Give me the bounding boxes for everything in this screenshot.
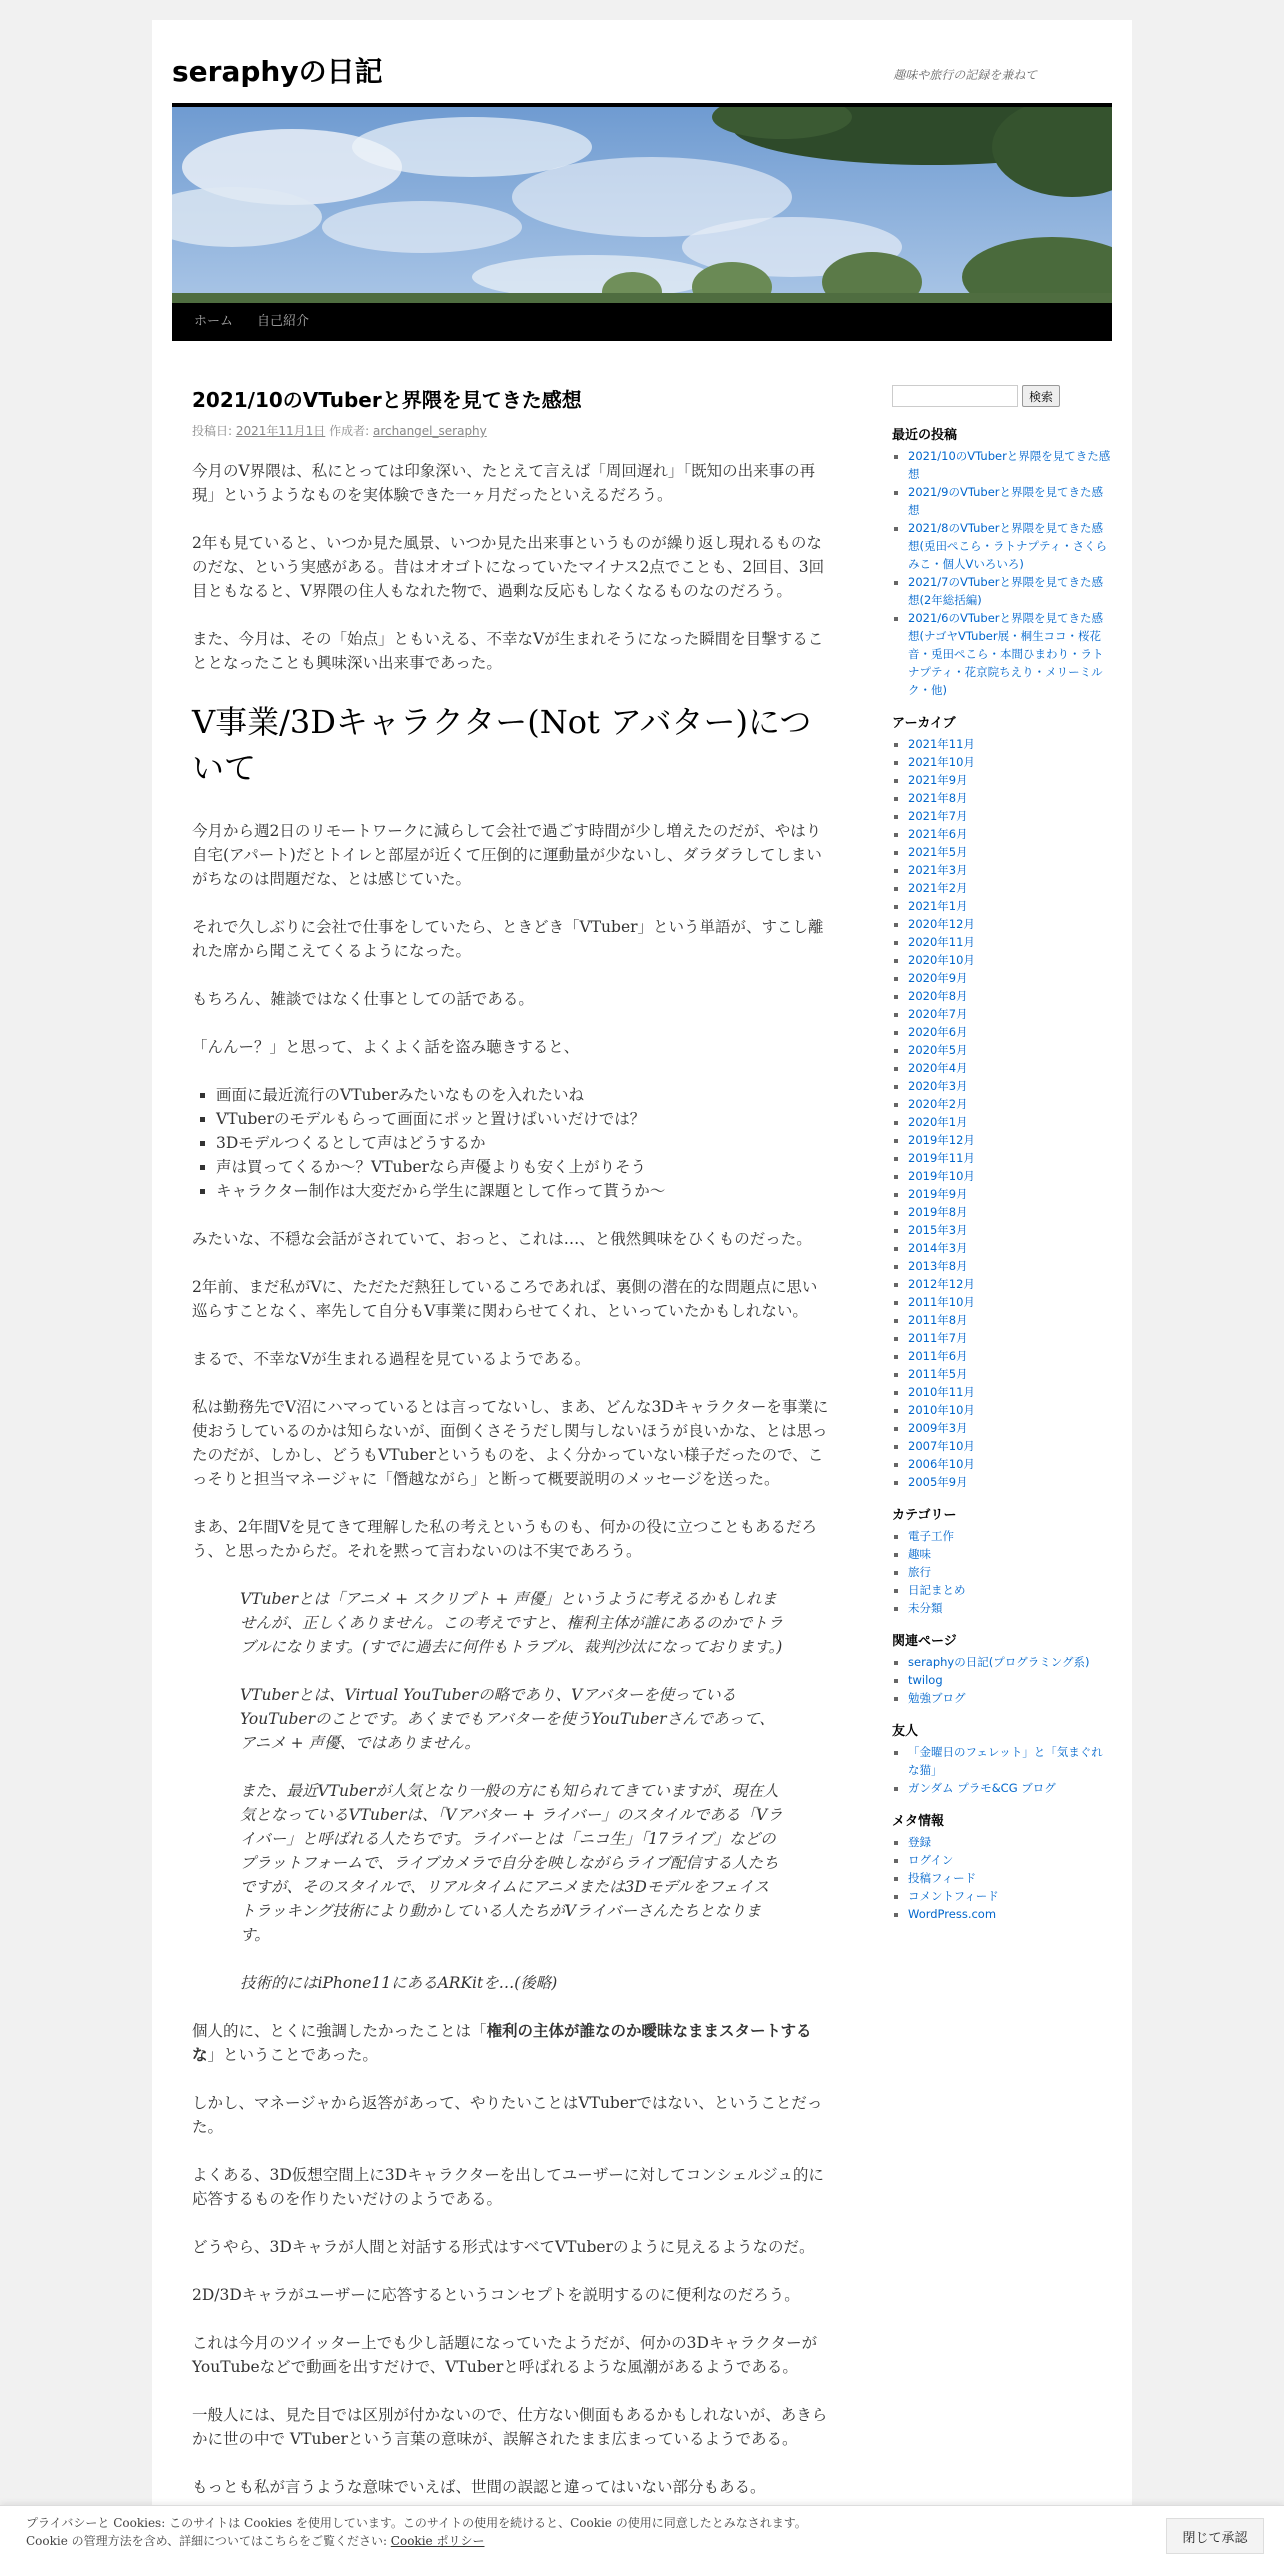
archive-item[interactable] (908, 1257, 1112, 1275)
meta-link[interactable]: ログイン (908, 1853, 954, 1867)
archive-link[interactable]: 2020年6月 (908, 1025, 968, 1039)
sky-trees-image (172, 107, 1112, 303)
archive-link[interactable]: 2021年8月 (908, 791, 968, 805)
archive-item[interactable] (908, 789, 1112, 807)
archive-item[interactable] (908, 1293, 1112, 1311)
emphasis-paragraph (192, 2019, 832, 2067)
archive-item[interactable] (908, 1005, 1112, 1023)
archive-link[interactable]: 2019年12月 (908, 1133, 975, 1147)
paragraph: 「んんー？」と思って、よくよく話を盗み聴きすると、 (192, 1038, 580, 1056)
meta-item[interactable] (908, 1869, 1112, 1887)
paragraph: 2D/3Dキャラがユーザーに応答するというコンセプトを説明するのに便利なのだろう。 (192, 2286, 800, 2304)
recent-post-link[interactable]: 2021/8のVTuberと界隈を見てきた感想(兎田ぺこら・ラトナプティ・さくらみこ・個人Vいろいろ) (908, 521, 1108, 571)
archive-item[interactable] (908, 825, 1112, 843)
cookie-banner (0, 2505, 1284, 2568)
archive-link[interactable]: 2011年5月 (908, 1367, 968, 1381)
recent-post-item[interactable] (908, 573, 1112, 609)
archive-link[interactable]: 2006年10月 (908, 1457, 975, 1471)
search-button[interactable]: 検索 (1022, 385, 1060, 407)
archive-link[interactable]: 2014年3月 (908, 1241, 968, 1255)
archive-item[interactable] (908, 1473, 1112, 1491)
archive-item[interactable] (908, 807, 1112, 825)
archive-item[interactable] (908, 1329, 1112, 1347)
cookie-line-2-text: Cookie の管理方法を含め、詳細についてはこちらをご覧ください: (26, 2534, 391, 2548)
archive-link[interactable]: 2021年6月 (908, 827, 968, 841)
archive-item[interactable] (908, 1311, 1112, 1329)
paragraph: それで久しぶりに会社で仕事をしていたら、ときどき「VTuber」という単語が、すこし離れた席から聞こえてくるようになった。 (192, 918, 824, 960)
widget-title: 最近の投稿 (892, 428, 958, 443)
recent-post-link[interactable]: 2021/7のVTuberと界隈を見てきた感想(2年総括編) (908, 575, 1103, 607)
archive-item[interactable] (908, 897, 1112, 915)
recent-post-item[interactable] (908, 483, 1112, 519)
friend-link[interactable]: 「金曜日のフェレット」と「気まぐれな猫」 (908, 1745, 1103, 1777)
category-widget (892, 1507, 1112, 1617)
archive-link[interactable]: 2021年11月 (908, 737, 975, 751)
list-item: ▪ キャラクター制作は大変だから学生に課題として作って貰うか～ (216, 1179, 832, 1203)
site-description: 趣味や旅行の記録を兼ねて (893, 68, 1037, 82)
list-item: ▪ VTuberのモデルもらって画面にポッと置けばいいだけでは？ (216, 1107, 832, 1131)
paragraph: 今月のV界隈は、私にとっては印象深い、たとえて言えば「周回遅れ」「既知の出来事の再現」というようなものを実体験できた一ヶ月だったといえるだろう。 (192, 462, 816, 504)
archive-link[interactable]: 2019年11月 (908, 1151, 975, 1165)
paragraph: 私は勤務先でV沼にハマっているとは言ってないし、まあ、どんな3Dキャラクターを事業に使おうしているのかは知らないが、面倒くさそうだし関与しないほうが良いかな、とは思ったのだが、しかし、どうもVTuberというものを、よく分かっていない様子だったので、こっそりと担当マネージャに「僭越ながら」と断って概要説明のメッセージを送った。 (192, 1398, 829, 1488)
archive-item[interactable] (908, 1113, 1112, 1131)
meta-link[interactable]: コメントフィード (908, 1889, 999, 1903)
archive-item[interactable] (908, 771, 1112, 789)
category-link[interactable]: 未分類 (908, 1601, 943, 1615)
archive-item[interactable] (908, 915, 1112, 933)
archive-item[interactable] (908, 861, 1112, 879)
emphasis-bold: 権利の主体が誰なのか曖昧なままスタートするな (192, 2021, 812, 2064)
archive-item[interactable] (908, 1059, 1112, 1077)
list-item: ▪ 3Dモデルつくるとして声はどうするか (216, 1131, 832, 1155)
archive-link[interactable]: 2012年12月 (908, 1277, 975, 1291)
archive-link[interactable]: 2021年9月 (908, 773, 968, 787)
archive-link[interactable]: 2011年7月 (908, 1331, 968, 1345)
cookie-line-1: プライバシーと Cookies: このサイトは Cookies を使用しています。このサイトの使用を続けると、Cookie の使用に同意したとみなされます。 (26, 2516, 807, 2530)
archive-item[interactable] (908, 879, 1112, 897)
widget-title: 関連ページ (892, 1634, 957, 1649)
friend-link[interactable]: ガンダム プラモ&CG ブログ (908, 1781, 1056, 1795)
widget-title: アーカイブ (892, 716, 956, 731)
archive-link[interactable]: 2020年1月 (908, 1115, 968, 1129)
cookie-policy-link[interactable]: Cookie ポリシー (390, 2534, 485, 2548)
main-content (192, 385, 832, 2523)
archive-link[interactable]: 2020年7月 (908, 1007, 968, 1021)
archive-item[interactable] (908, 1437, 1112, 1455)
archive-item[interactable] (908, 933, 1112, 951)
widget-title: カテゴリー (892, 1508, 957, 1523)
archive-link[interactable]: 2019年9月 (908, 1187, 968, 1201)
page-link[interactable]: seraphyの日記(プログラミング系) (908, 1655, 1090, 1669)
archive-widget (892, 715, 1112, 1491)
conversation-list (216, 1083, 832, 1203)
paragraph: もっとも私が言うような意味でいえば、世間の誤認と違ってはいない部分もある。 (192, 2478, 766, 2496)
archive-item[interactable] (908, 753, 1112, 771)
cookie-line-2 (26, 2532, 1126, 2550)
archive-item[interactable] (908, 1041, 1112, 1059)
pages-widget (892, 1633, 1112, 1707)
search-form (892, 385, 1112, 407)
archive-link[interactable]: 2020年11月 (908, 935, 975, 949)
archive-link[interactable]: 2007年10月 (908, 1439, 975, 1453)
category-item[interactable] (908, 1563, 1112, 1581)
paragraph: 今月から週2日のリモートワークに減らして会社で過ごす時間が少し増えたのだが、やはり自宅(アパート)だとトイレと部屋が近くて圧倒的に運動量が少ないし、ダラダラしてしまいがちなのは問題だな、とは感じていた。 (192, 822, 822, 888)
archive-item[interactable] (908, 1077, 1112, 1095)
archive-item[interactable] (908, 1149, 1112, 1167)
archive-item[interactable] (908, 1167, 1112, 1185)
quote-paragraph: VTuberとは、Virtual YouTuberの略であり、Vアバターを使っているYouTuberのことです。あくまでもアバターを使うYouTuberさんであって、アニメ + 声優、ではありません。 (240, 1686, 775, 1752)
search-input[interactable] (892, 385, 1018, 407)
meta-posted-label: 投稿日: (192, 424, 236, 438)
nav-home[interactable]: ホーム (194, 314, 234, 329)
paragraph: しかし、マネージャから返答があって、やりたいことはVTuberではない、ということだった。 (192, 2094, 823, 2136)
archive-item[interactable] (908, 735, 1112, 753)
archive-item[interactable] (908, 1419, 1112, 1437)
paragraph: よくある、3D仮想空間上に3Dキャラクターを出してユーザーに対してコンシェルジュ的に応答するものを作りたいだけのようである。 (192, 2166, 824, 2208)
cookie-text (26, 2514, 1126, 2550)
meta-link[interactable]: 登録 (908, 1835, 931, 1849)
friend-item[interactable] (908, 1779, 1112, 1797)
page-link[interactable]: 勉強ブログ (908, 1691, 966, 1705)
archive-item[interactable] (908, 1023, 1112, 1041)
category-item[interactable] (908, 1599, 1112, 1617)
page-link[interactable]: twilog (908, 1673, 943, 1687)
meta-link[interactable]: 投稿フィード (908, 1871, 977, 1885)
archive-link[interactable]: 2020年10月 (908, 953, 975, 967)
meta-widget (892, 1813, 1112, 1923)
meta-item[interactable] (908, 1905, 1112, 1923)
archive-link[interactable]: 2021年7月 (908, 809, 968, 823)
archive-link[interactable]: 2005年9月 (908, 1475, 968, 1489)
recent-post-link[interactable]: 2021/10のVTuberと界隈を見てきた感想 (908, 449, 1111, 481)
recent-post-item[interactable] (908, 447, 1112, 483)
category-item[interactable] (908, 1581, 1112, 1599)
archive-link[interactable]: 2019年10月 (908, 1169, 975, 1183)
archive-link[interactable]: 2020年9月 (908, 971, 968, 985)
meta-item[interactable] (908, 1887, 1112, 1905)
archive-link[interactable]: 2019年8月 (908, 1205, 968, 1219)
archive-item[interactable] (908, 1401, 1112, 1419)
archive-item[interactable] (908, 1347, 1112, 1365)
paragraph: これは今月のツイッター上でも少し話題になっていたようだが、何かの3Dキャラクターが YouTubeなどで動画を出すだけで、VTuberと呼ばれるような風潮があるようである。 (192, 2334, 818, 2376)
archive-link[interactable]: 2015年3月 (908, 1223, 968, 1237)
archive-link[interactable]: 2021年1月 (908, 899, 968, 913)
quote-paragraph: VTuberとは「アニメ + スクリプト + 声優」というように考えるかもしれませんが、正しくありません。この考えですと、権利主体が誰にあるのかでトラブルになります。(すでに過去に何件もトラブル、裁判沙汰になっております。) (240, 1590, 784, 1656)
archive-item[interactable] (908, 987, 1112, 1005)
paragraph: 2年も見ていると、いつか見た風景、いつか見た出来事というものが繰り返し現れるものなのだな、という実感がある。昔はオオゴトになっていたマイナス2点でことも、2回目、3回目ともなると、V界隈の住人もなれた物で、過剰な反応もしなくなるものなのだろう。 (192, 534, 825, 600)
meta-item[interactable] (908, 1851, 1112, 1869)
page-wrapper (152, 20, 1132, 2568)
friend-item[interactable] (908, 1743, 1112, 1779)
cookie-accept-button[interactable]: 閉じて承認 (1166, 2518, 1264, 2554)
archive-link[interactable]: 2021年3月 (908, 863, 968, 877)
post-author-link[interactable]: archangel_seraphy (373, 424, 487, 438)
recent-post-link[interactable]: 2021/9のVTuberと界隈を見てきた感想 (908, 485, 1103, 517)
main-navigation (172, 303, 1112, 341)
archive-link[interactable]: 2011年8月 (908, 1313, 968, 1327)
category-item[interactable] (908, 1527, 1112, 1545)
friends-widget (892, 1723, 1112, 1797)
widget-title: 友人 (892, 1724, 919, 1739)
meta-author-label: 作成者: (325, 424, 373, 438)
archive-link[interactable]: 2020年5月 (908, 1043, 968, 1057)
archive-item[interactable] (908, 1275, 1112, 1293)
paragraph: まあ、2年間Vを見てきて理解した私の考えというものも、何かの役に立つこともあるだろう、と思ったからだ。それを黙って言わないのは不実であろう。 (192, 1518, 817, 1560)
list-item: ▪ 画面に最近流行のVTuberみたいなものを入れたいね (216, 1083, 832, 1107)
archive-item[interactable] (908, 843, 1112, 861)
archive-link[interactable]: 2020年2月 (908, 1097, 968, 1111)
category-item[interactable] (908, 1545, 1112, 1563)
archive-link[interactable]: 2020年4月 (908, 1061, 968, 1075)
archive-item[interactable] (908, 1455, 1112, 1473)
archive-item[interactable] (908, 1203, 1112, 1221)
post-title[interactable]: 2021/10のVTuberと界隈を見てきた感想 (192, 388, 582, 412)
quote-paragraph: 技術的にはiPhone11にあるARKitを…(後略) (240, 1974, 558, 1992)
archive-link[interactable]: 2021年10月 (908, 755, 975, 769)
archive-link[interactable]: 2020年12月 (908, 917, 975, 931)
widget-title: メタ情報 (892, 1814, 945, 1829)
category-link[interactable]: 電子工作 (908, 1529, 954, 1543)
page-item[interactable] (908, 1653, 1112, 1671)
recent-post-link[interactable]: 2021/6のVTuberと界隈を見てきた感想(ナゴヤVTuber展・桐生ココ・桜花音・兎田ぺこら・本間ひまわり・ラトナプティ・花京院ちえり・メリーミルク・他) (908, 611, 1104, 697)
archive-link[interactable]: 2021年5月 (908, 845, 968, 859)
quote-block (240, 1587, 784, 1995)
archive-link[interactable]: 2021年2月 (908, 881, 968, 895)
recent-post-item[interactable] (908, 609, 1112, 699)
archive-link[interactable]: 2011年10月 (908, 1295, 975, 1309)
page-item[interactable] (908, 1671, 1112, 1689)
archive-item[interactable] (908, 1131, 1112, 1149)
header-banner-image (172, 103, 1112, 303)
emphasis-post: 」ということであった。 (207, 2046, 378, 2064)
section-heading: V事業/3Dキャラクター(Not アバター)について (192, 703, 812, 787)
archive-link[interactable]: 2010年10月 (908, 1403, 975, 1417)
paragraph: 2年前、まだ私がVに、ただただ熱狂しているころであれば、裏側の潜在的な問題点に思い巡らすことなく、率先して自分もV事業に関わらせてくれ、といっていたかもしれない。 (192, 1278, 818, 1320)
paragraph: もちろん、雑談ではなく仕事としての話である。 (192, 990, 534, 1008)
nav-about[interactable]: 自己紹介 (257, 314, 310, 329)
page-item[interactable] (908, 1689, 1112, 1707)
archive-item[interactable] (908, 1095, 1112, 1113)
category-link[interactable]: 趣味 (908, 1547, 931, 1561)
archive-item[interactable] (908, 1365, 1112, 1383)
archive-link[interactable]: 2020年8月 (908, 989, 968, 1003)
category-link[interactable]: 旅行 (908, 1565, 931, 1579)
paragraph: 一般人には、見た目では区別が付かないので、仕方ない側面もあるかもしれないが、あきらかに世の中で VTuberという言葉の意味が、誤解されたまま広まっているようである。 (192, 2406, 828, 2448)
site-header (152, 20, 1132, 345)
archive-link[interactable]: 2010年11月 (908, 1385, 975, 1399)
paragraph: みたいな、不穏な会話がされていて、おっと、これは…、と俄然興味をひくものだった。 (192, 1230, 812, 1248)
archive-item[interactable] (908, 1221, 1112, 1239)
post-date-link[interactable]: 2021年11月1日 (235, 424, 326, 438)
recent-posts-widget (892, 427, 1112, 699)
archive-item[interactable] (908, 969, 1112, 987)
archive-item[interactable] (908, 1239, 1112, 1257)
archive-link[interactable]: 2011年6月 (908, 1349, 968, 1363)
list-item: ▪ 声は買ってくるか～？VTuberなら声優よりも安く上がりそう (216, 1155, 832, 1179)
archive-item[interactable] (908, 1185, 1112, 1203)
meta-link[interactable]: WordPress.com (908, 1907, 997, 1921)
archive-link[interactable]: 2020年3月 (908, 1079, 968, 1093)
meta-item[interactable] (908, 1833, 1112, 1851)
quote-paragraph: また、最近VTuberが人気となり一般の方にも知られてきていますが、現在人気となっているVTuberは、「Vアバター + ライバー」のスタイルである「Vライバー」と呼ばれる人たちです。ライバーとは「ニコ生」「17ライブ」などのプラットフォームで、ライブカメラで自分を映しながらライブ配信する人たちですが、そのスタイルで、リアルタイムにアニメまたは3Dモデルをフェイストラッキング技術により動かしている人たちがVライバーさんたちとなります。 (240, 1782, 783, 1944)
emphasis-pre: 個人的に、とくに強調したかったことは「 (192, 2022, 487, 2040)
recent-post-item[interactable] (908, 519, 1112, 573)
paragraph: また、今月は、その「始点」ともいえる、不幸なVが生まれそうになった瞬間を目撃することとなったことも興味深い出来事であった。 (192, 630, 824, 672)
sidebar (892, 385, 1112, 1939)
archive-link[interactable]: 2009年3月 (908, 1421, 968, 1435)
archive-item[interactable] (908, 951, 1112, 969)
category-link[interactable]: 日記まとめ (908, 1583, 966, 1597)
paragraph: まるで、不幸なVが生まれる過程を見ているようである。 (192, 1350, 591, 1368)
paragraph: どうやら、3Dキャラが人間と対話する形式はすべてVTuberのように見えるようなのだ。 (192, 2238, 815, 2256)
post-meta (192, 419, 832, 443)
site-title[interactable]: seraphyの日記 (172, 55, 383, 88)
archive-link[interactable]: 2013年8月 (908, 1259, 968, 1273)
archive-item[interactable] (908, 1383, 1112, 1401)
archive-list (908, 735, 1112, 1491)
